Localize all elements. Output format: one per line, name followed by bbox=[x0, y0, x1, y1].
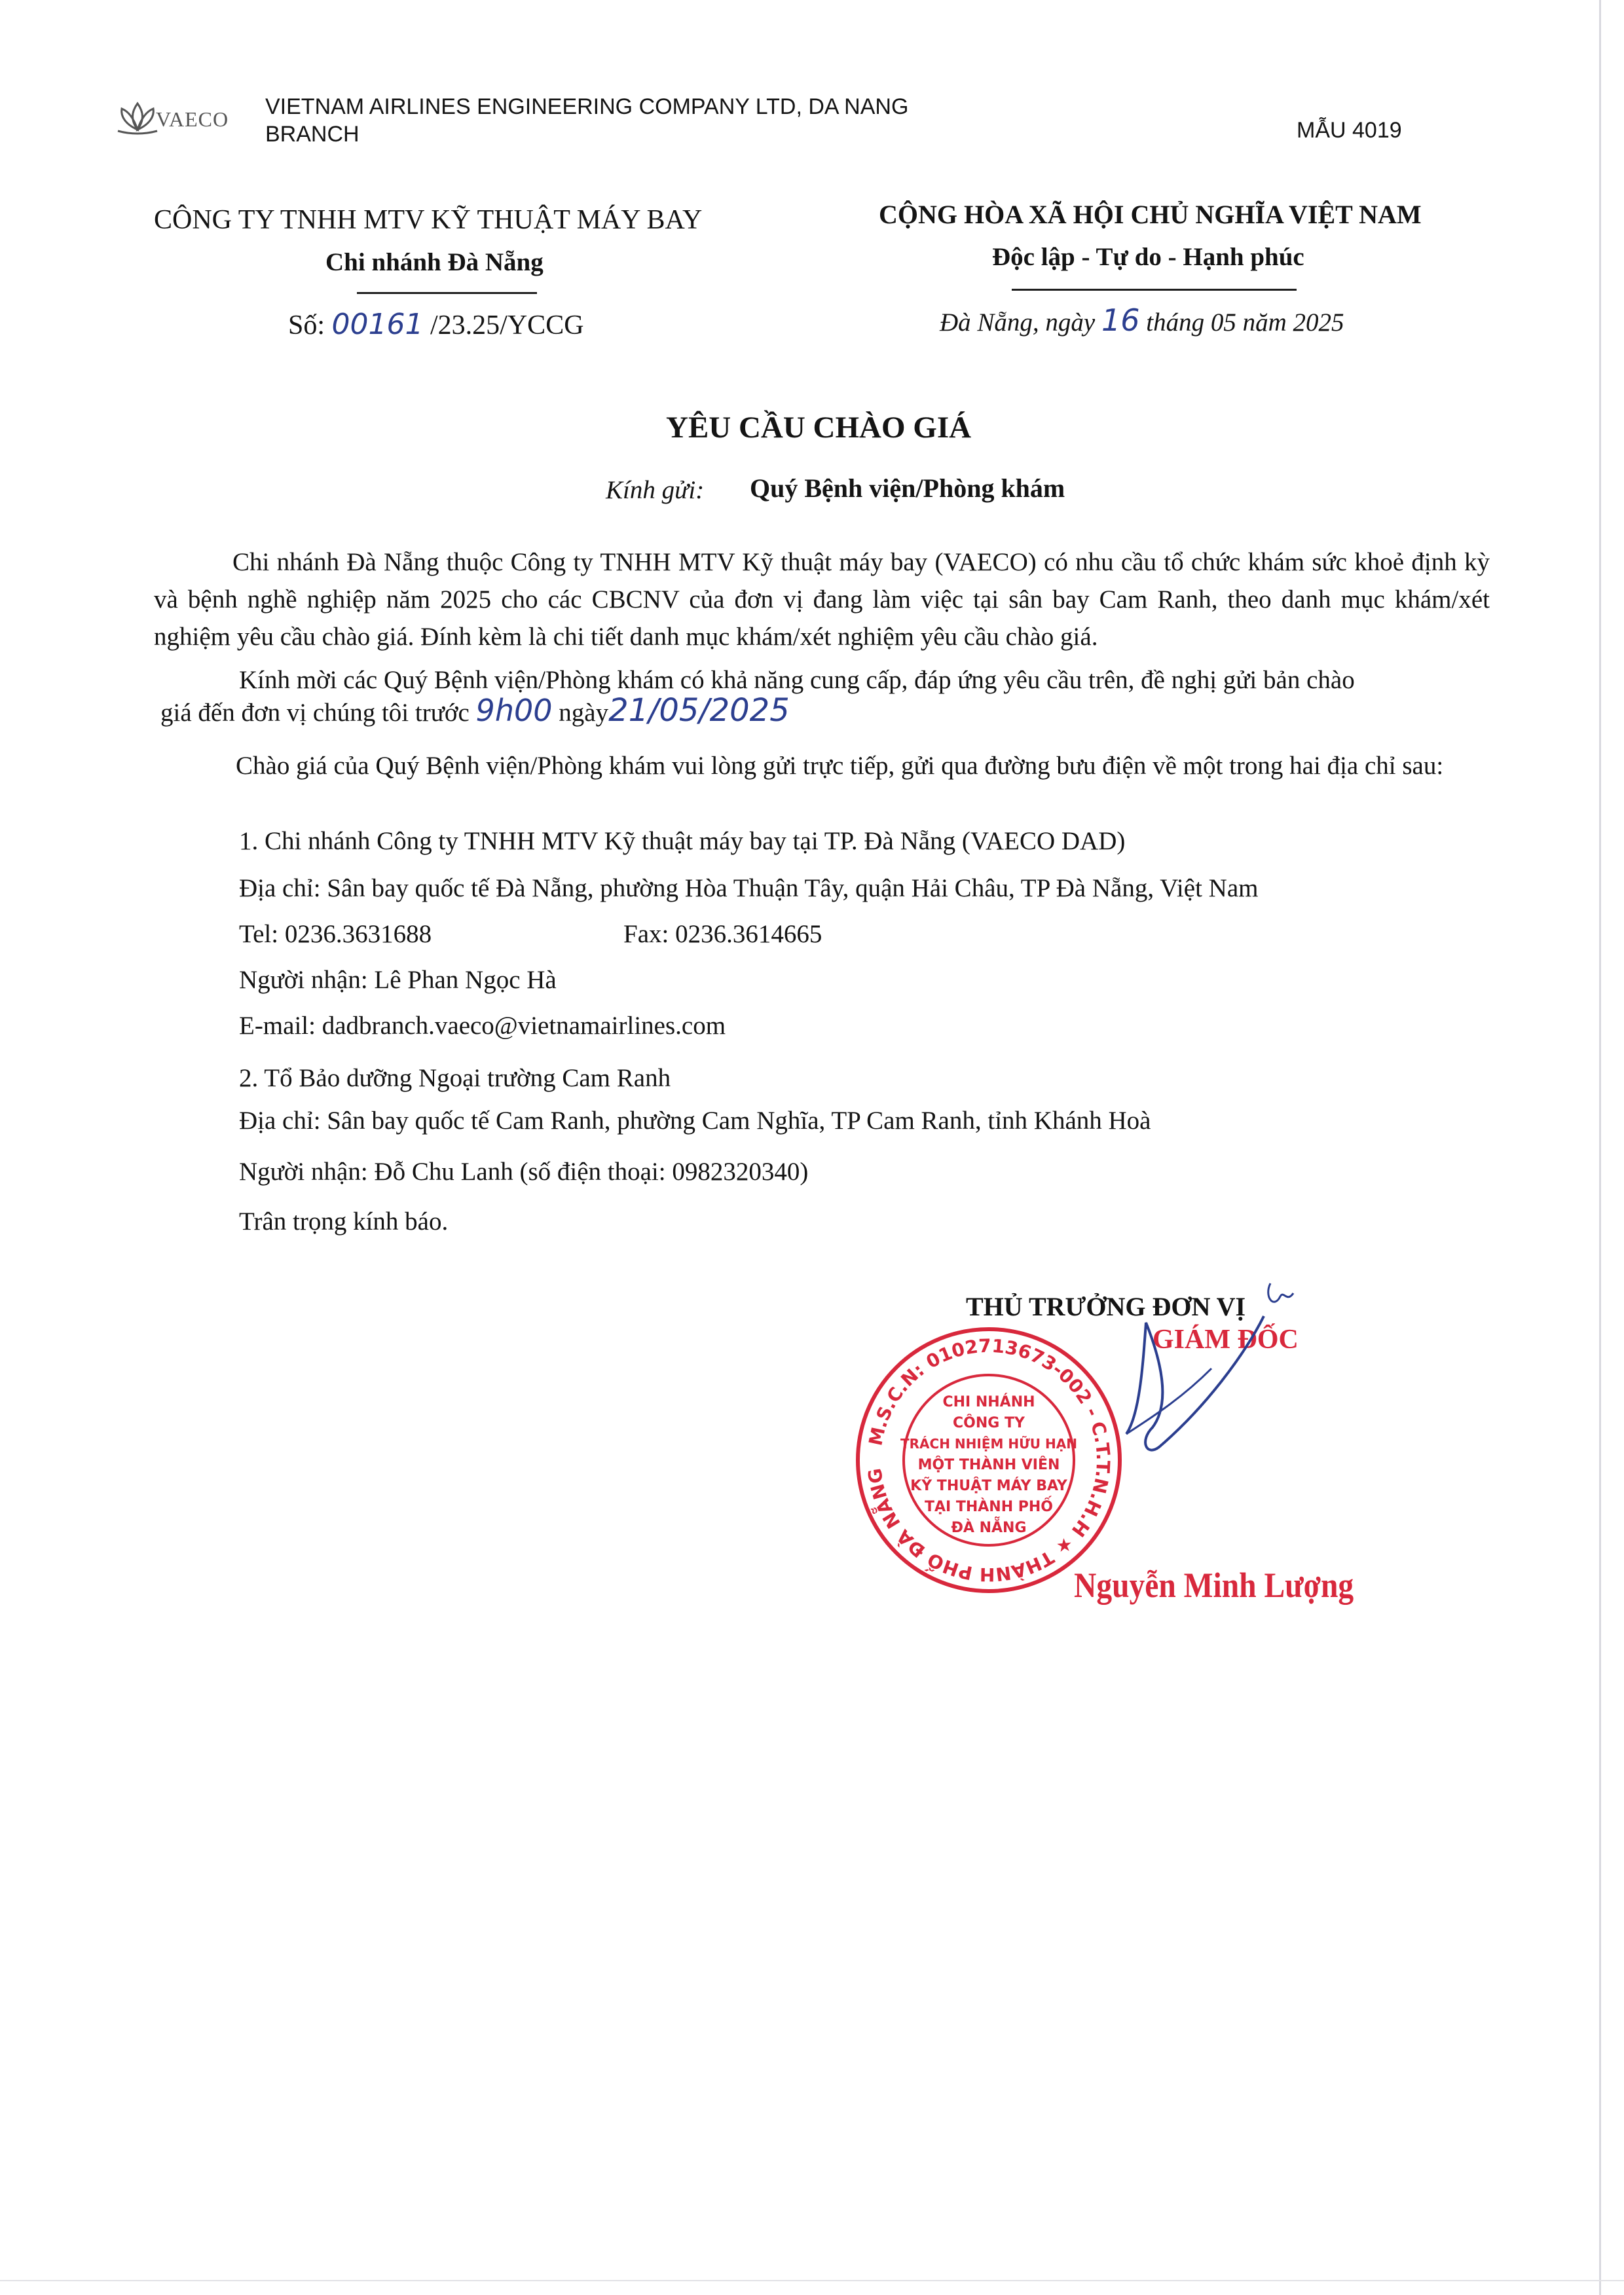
stamp-line-5: KỸ THUẬT MÁY BAY bbox=[910, 1478, 1067, 1494]
company-en-line1: VIETNAM AIRLINES ENGINEERING COMPANY LTD, DA NANG bbox=[265, 94, 909, 119]
address-2-heading: 2. Tổ Bảo dưỡng Ngoại trường Cam Ranh bbox=[239, 1064, 671, 1092]
p2-time-handwritten: 9h00 bbox=[475, 693, 553, 728]
paragraph-2-line2 bbox=[160, 692, 790, 731]
document-title: YÊU CẦU CHÀO GIÁ bbox=[666, 411, 972, 445]
vaeco-logo bbox=[111, 98, 262, 138]
issue-date bbox=[940, 303, 1344, 338]
address-2-receiver: Người nhận: Đỗ Chu Lanh (số điện thoại: 0982320340) bbox=[239, 1158, 809, 1186]
republic-heading: CỘNG HÒA XÃ HỘI CHỦ NGHĨA VIỆT NAM bbox=[879, 200, 1422, 229]
recipient-value: Quý Bệnh viện/Phòng khám bbox=[750, 473, 1065, 503]
national-motto: Độc lập - Tự do - Hạnh phúc bbox=[992, 243, 1304, 271]
scan-edge bbox=[1599, 0, 1601, 2295]
date-day-handwritten: 16 bbox=[1101, 303, 1140, 338]
ref-suffix: /23.25/YCCG bbox=[430, 310, 584, 340]
signatory-title: THỦ TRƯỞNG ĐƠN VỊ bbox=[966, 1292, 1246, 1321]
reference-number bbox=[288, 308, 584, 341]
p2-mid: ngày bbox=[559, 699, 609, 727]
branch-name: Chi nhánh Đà Nẵng bbox=[325, 248, 544, 276]
stamp-line-3: TRÁCH NHIỆM HỮU HẠN bbox=[900, 1436, 1077, 1452]
address-1-receiver: Người nhận: Lê Phan Ngọc Hà bbox=[239, 966, 557, 994]
ref-prefix: Số: bbox=[288, 310, 325, 340]
company-name-vn: CÔNG TY TNHH MTV KỸ THUẬT MÁY BAY bbox=[154, 205, 703, 235]
signatory-name: Nguyễn Minh Lượng bbox=[1074, 1566, 1354, 1605]
address-1-tel: Tel: 0236.3631688 bbox=[239, 920, 432, 948]
paragraph-2-line1: Kính mời các Quý Bệnh viện/Phòng khám có khả năng cung cấp, đáp ứng yêu cầu trên, đề nghị gửi bản chào bbox=[239, 666, 1355, 694]
paragraph-1: Chi nhánh Đà Nẵng thuộc Công ty TNHH MTV Kỹ thuật máy bay (VAECO) có nhu cầu tổ chức khám sức khoẻ định kỳ và bệnh nghề nghiệp năm 2025 cho các CBCNV của đơn vị đang làm việc tại sân bay Cam Ranh, theo danh mục khám/xét nghiệm yêu cầu chào giá. Đính kèm là chi tiết danh mục khám/xét nghiệm yêu cầu chào giá. bbox=[154, 548, 1490, 651]
stamp-line-7: ĐÀ NẴNG bbox=[951, 1520, 1027, 1536]
address-1-email[interactable]: E-mail: dadbranch.vaeco@vietnamairlines.com bbox=[239, 1012, 726, 1040]
stamp-ring-text: M.S.C.N: 0102713673-002 - C.T.T.N.H.H ★ THÀNH PHỐ ĐÀ NẴNG bbox=[864, 1334, 1115, 1586]
company-en-line2: BRANCH bbox=[265, 122, 360, 147]
date-prefix: Đà Nẵng, ngày bbox=[940, 308, 1096, 337]
motto-underline bbox=[1012, 289, 1297, 291]
signatory-position: GIÁM ĐỐC bbox=[1153, 1325, 1299, 1355]
date-suffix: tháng 05 năm 2025 bbox=[1146, 308, 1344, 337]
form-code: MẪU 4019 bbox=[1297, 118, 1402, 143]
ref-handwritten: 00161 bbox=[331, 308, 424, 341]
stamp-line-6: TẠI THÀNH PHỐ bbox=[924, 1499, 1054, 1515]
address-1-fax: Fax: 0236.3614665 bbox=[623, 920, 822, 948]
address-1-location: Địa chỉ: Sân bay quốc tế Đà Nẵng, phường Hòa Thuận Tây, quận Hải Châu, TP Đà Nẵng, Việt Nam bbox=[239, 874, 1259, 902]
branch-underline bbox=[357, 292, 537, 294]
stamp-line-4: MỘT THÀNH VIÊN bbox=[917, 1457, 1060, 1473]
address-1-heading: 1. Chi nhánh Công ty TNHH MTV Kỹ thuật máy bay tại TP. Đà Nẵng (VAECO DAD) bbox=[239, 827, 1126, 855]
closing-line: Trân trọng kính báo. bbox=[239, 1207, 449, 1236]
recipient-label: Kính gửi: bbox=[606, 476, 705, 504]
stamp-line-1: CHI NHÁNH bbox=[942, 1394, 1035, 1410]
p2-date-handwritten: 21/05/2025 bbox=[608, 692, 790, 729]
address-2-location: Địa chỉ: Sân bay quốc tế Cam Ranh, phường Cam Nghĩa, TP Cam Ranh, tỉnh Khánh Hoà bbox=[239, 1107, 1151, 1135]
p2-prefix: giá đến đơn vị chúng tôi trước bbox=[160, 699, 470, 727]
paragraph-3: Chào giá của Quý Bệnh viện/Phòng khám vui lòng gửi trực tiếp, gửi qua đường bưu điện về một trong hai địa chỉ sau: bbox=[236, 752, 1444, 780]
stamp-line-2: CÔNG TY bbox=[953, 1415, 1025, 1431]
scan-bottom-edge bbox=[0, 2280, 1624, 2281]
logo-wordmark: VAECO bbox=[156, 107, 229, 131]
handwritten-signature bbox=[1048, 1270, 1310, 1506]
